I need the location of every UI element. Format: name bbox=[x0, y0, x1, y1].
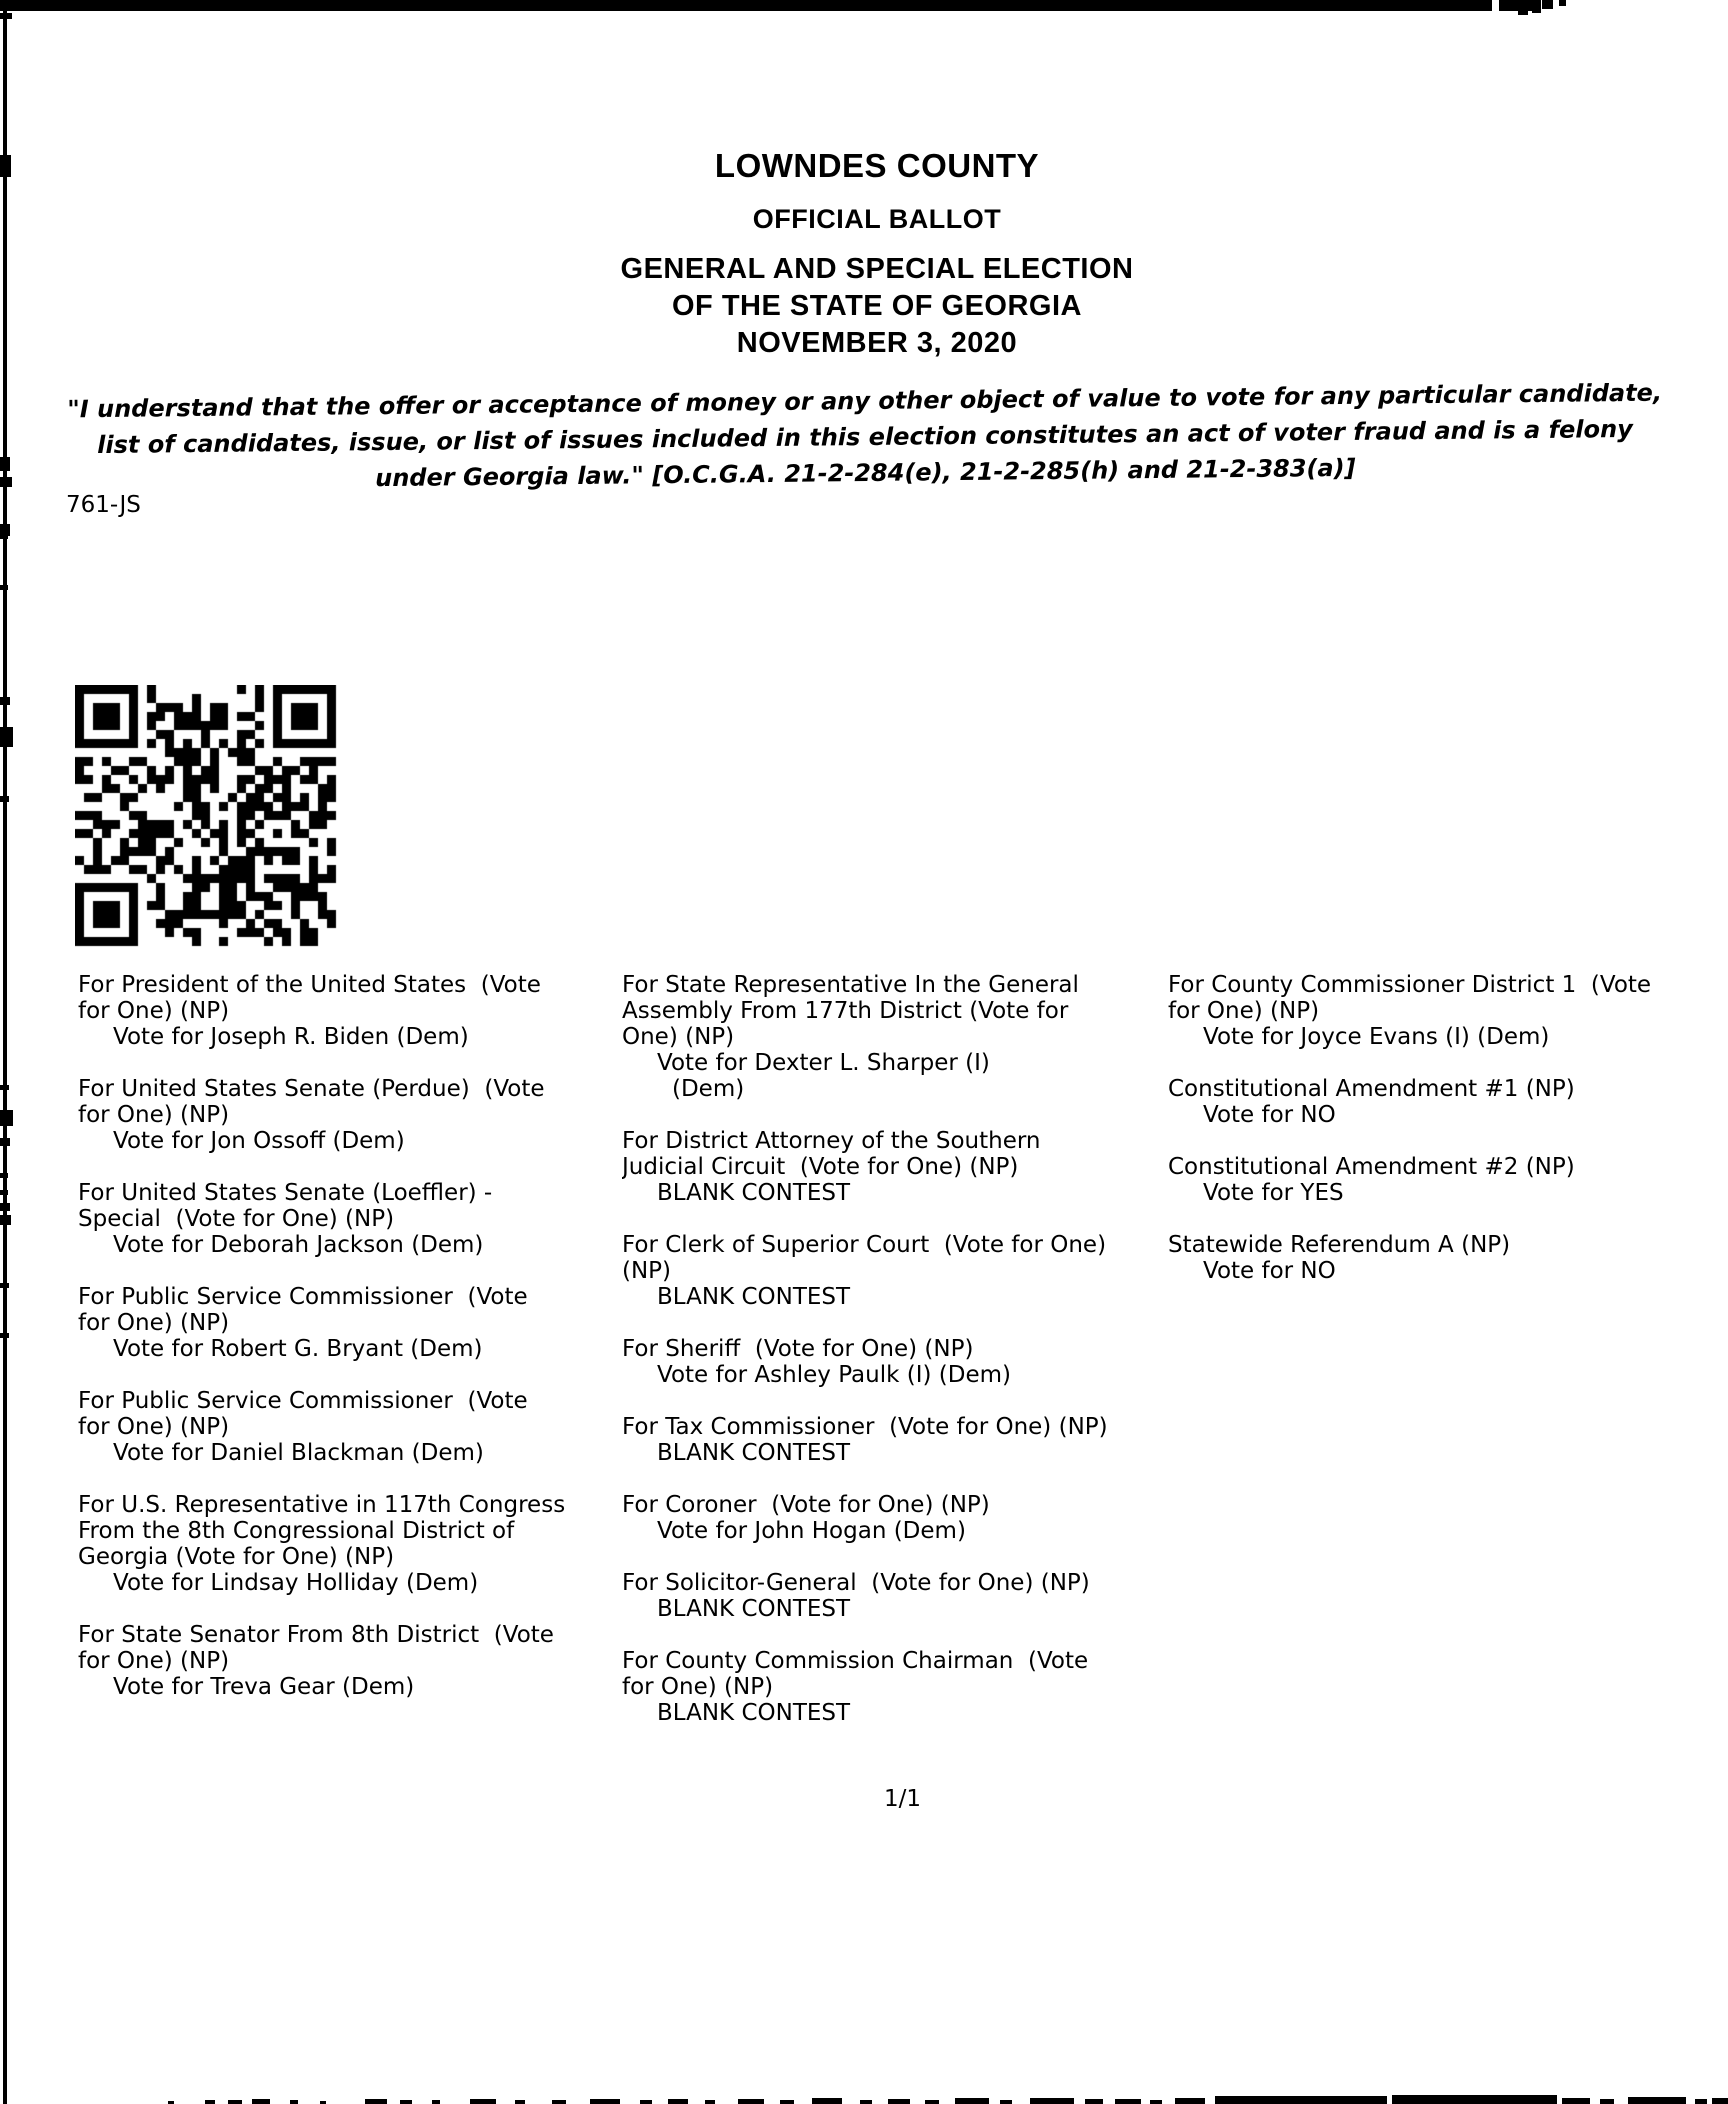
vote-line: Vote for Lindsay Holliday (Dem) bbox=[113, 1570, 479, 1596]
contest bbox=[622, 1128, 1167, 1206]
election-title-line: GENERAL AND SPECIAL ELECTION bbox=[620, 253, 1134, 285]
bottom-edge-mark bbox=[432, 2100, 440, 2104]
vote-line: BLANK CONTEST bbox=[657, 1284, 851, 1310]
top-edge-mark bbox=[1499, 0, 1535, 11]
bottom-edge-mark bbox=[515, 2100, 525, 2104]
contest-title-line: For Coroner (Vote for One) (NP) bbox=[622, 1492, 990, 1518]
contest bbox=[622, 1232, 1167, 1310]
contest-title-line: For President of the United States (Vote bbox=[78, 972, 541, 998]
bottom-edge-mark bbox=[1150, 2100, 1162, 2104]
left-edge-mark bbox=[0, 457, 10, 471]
contest-title-line: Georgia (Vote for One) (NP) bbox=[78, 1544, 395, 1570]
bottom-edge-mark bbox=[705, 2100, 715, 2104]
left-edge-mark bbox=[0, 1110, 13, 1126]
contest-title-line: for One) (NP) bbox=[78, 1648, 230, 1674]
left-edge-mark bbox=[0, 1283, 9, 1288]
contest-title-line: For Public Service Commissioner (Vote bbox=[78, 1284, 528, 1310]
contest-title-line: For County Commission Chairman (Vote bbox=[622, 1648, 1089, 1674]
election-title-line: OF THE STATE OF GEORGIA bbox=[672, 290, 1082, 322]
contest bbox=[78, 1388, 623, 1466]
contest-title-line: For Sheriff (Vote for One) (NP) bbox=[622, 1336, 974, 1362]
vote-line: Vote for Deborah Jackson (Dem) bbox=[113, 1232, 484, 1258]
vote-line: Vote for Daniel Blackman (Dem) bbox=[113, 1440, 484, 1466]
vote-line: Vote for Joyce Evans (I) (Dem) bbox=[1203, 1024, 1550, 1050]
contest-title-line: For County Commissioner District 1 (Vote bbox=[1168, 972, 1652, 998]
bottom-edge-mark bbox=[228, 2100, 242, 2104]
bottom-edge-mark bbox=[1115, 2099, 1141, 2104]
qr-code bbox=[75, 685, 337, 947]
vote-line: Vote for NO bbox=[1203, 1102, 1336, 1128]
left-edge-mark bbox=[0, 585, 8, 590]
contest-title-line: for One) (NP) bbox=[1168, 998, 1320, 1024]
bottom-edge-mark bbox=[1600, 2099, 1614, 2104]
bottom-edge-mark bbox=[668, 2099, 688, 2104]
contest-title-line: for One) (NP) bbox=[78, 998, 230, 1024]
left-edge-mark bbox=[0, 1203, 10, 1211]
vote-line: Vote for Joseph R. Biden (Dem) bbox=[113, 1024, 469, 1050]
contest-title-line: Constitutional Amendment #2 (NP) bbox=[1168, 1154, 1575, 1180]
bottom-edge-mark bbox=[812, 2098, 842, 2104]
bottom-edge-mark bbox=[1030, 2098, 1074, 2104]
bottom-edge-mark bbox=[925, 2100, 939, 2104]
ballot-style-code: 761-JS bbox=[66, 492, 141, 518]
contest-title-line: For District Attorney of the Southern bbox=[622, 1128, 1041, 1154]
bottom-edge-mark bbox=[252, 2099, 270, 2104]
bottom-edge-mark bbox=[470, 2099, 496, 2104]
contest bbox=[78, 1492, 623, 1596]
top-edge-mark bbox=[0, 0, 1492, 11]
contest bbox=[622, 972, 1167, 1102]
fraud-disclaimer-line: list of candidates, issue, or list of issues included in this election constitutes an act of voter fraud and is a felony bbox=[97, 414, 1633, 460]
contest-title-line: One) (NP) bbox=[622, 1024, 735, 1050]
bottom-edge-mark bbox=[640, 2100, 652, 2104]
left-edge-mark bbox=[0, 796, 9, 802]
left-edge-mark bbox=[0, 1085, 9, 1090]
ballot-column-2 bbox=[622, 972, 1167, 1752]
left-edge-mark bbox=[3, 8, 7, 2104]
left-edge-mark bbox=[0, 727, 13, 747]
vote-line: Vote for John Hogan (Dem) bbox=[657, 1518, 966, 1544]
vote-line: BLANK CONTEST bbox=[657, 1596, 851, 1622]
contest bbox=[78, 1622, 623, 1700]
contest bbox=[622, 1414, 1167, 1466]
contest-title-line: Statewide Referendum A (NP) bbox=[1168, 1232, 1511, 1258]
contest-title-line: for One) (NP) bbox=[78, 1102, 230, 1128]
bottom-edge-mark bbox=[780, 2100, 794, 2104]
vote-line: Vote for Ashley Paulk (I) (Dem) bbox=[657, 1362, 1011, 1388]
contest-title-line: For Clerk of Superior Court (Vote for One) bbox=[622, 1232, 1107, 1258]
vote-line: (Dem) bbox=[672, 1076, 745, 1102]
left-edge-mark bbox=[0, 1333, 9, 1338]
bottom-edge-mark bbox=[205, 2100, 215, 2104]
contest-title-line: for One) (NP) bbox=[78, 1310, 230, 1336]
bottom-edge-mark bbox=[1000, 2100, 1012, 2104]
contest-title-line: (NP) bbox=[622, 1258, 672, 1284]
contest-title-line: For United States Senate (Loeffler) - bbox=[78, 1180, 493, 1206]
contest bbox=[1168, 1076, 1728, 1128]
bottom-edge-mark bbox=[290, 2100, 298, 2104]
fraud-disclaimer-line: "I understand that the offer or acceptance of money or any other object of value to vote for any particular candidate, bbox=[67, 378, 1663, 424]
bottom-edge-mark bbox=[1175, 2098, 1205, 2104]
top-edge-mark bbox=[1559, 0, 1566, 6]
vote-line: Vote for NO bbox=[1203, 1258, 1336, 1284]
left-edge-mark bbox=[0, 697, 10, 705]
contest-title-line: For Tax Commissioner (Vote for One) (NP) bbox=[622, 1414, 1108, 1440]
contest bbox=[622, 1570, 1167, 1622]
contest-title-line: for One) (NP) bbox=[622, 1674, 774, 1700]
contest-title-line: for One) (NP) bbox=[78, 1414, 230, 1440]
fraud-disclaimer-line: under Georgia law." [O.C.G.A. 21-2-284(e), 21-2-285(h) and 21-2-383(a)] bbox=[375, 453, 1356, 493]
top-edge-mark bbox=[1532, 0, 1541, 13]
contest-title-line: For Public Service Commissioner (Vote bbox=[78, 1388, 528, 1414]
vote-line: BLANK CONTEST bbox=[657, 1440, 851, 1466]
contest bbox=[1168, 1232, 1728, 1284]
ballot-column-1 bbox=[78, 972, 623, 1726]
contest bbox=[78, 972, 623, 1050]
contest-title-line: For State Senator From 8th District (Vote bbox=[78, 1622, 554, 1648]
county-title: LOWNDES COUNTY bbox=[714, 147, 1040, 184]
left-edge-mark bbox=[0, 1138, 10, 1146]
bottom-edge-mark bbox=[1215, 2096, 1387, 2104]
contest-title-line: Judicial Circuit (Vote for One) (NP) bbox=[622, 1154, 1019, 1180]
left-edge-mark bbox=[0, 535, 8, 539]
top-edge-mark bbox=[1542, 0, 1553, 9]
bottom-edge-mark bbox=[1562, 2098, 1590, 2104]
vote-line: Vote for YES bbox=[1203, 1180, 1344, 1206]
page-number: 1/1 bbox=[884, 1786, 922, 1812]
left-edge-mark bbox=[0, 155, 11, 177]
bottom-edge-mark bbox=[955, 2098, 989, 2104]
top-edge-mark bbox=[1518, 0, 1528, 15]
contest bbox=[78, 1284, 623, 1362]
official-ballot-title: OFFICIAL BALLOT bbox=[752, 204, 1002, 234]
left-edge-mark bbox=[0, 1215, 11, 1225]
left-edge-mark bbox=[0, 1173, 8, 1178]
vote-line: Vote for Jon Ossoff (Dem) bbox=[113, 1128, 405, 1154]
contest bbox=[622, 1336, 1167, 1388]
contest-title-line: For U.S. Representative in 117th Congress bbox=[78, 1492, 566, 1518]
contest-title-line: For United States Senate (Perdue) (Vote bbox=[78, 1076, 545, 1102]
bottom-edge-mark bbox=[1392, 2095, 1557, 2104]
bottom-edge-mark bbox=[1695, 2099, 1707, 2104]
bottom-edge-mark bbox=[552, 2100, 566, 2104]
bottom-edge-mark bbox=[590, 2099, 620, 2104]
contest-title-line: From the 8th Congressional District of bbox=[78, 1518, 515, 1544]
contest bbox=[78, 1180, 623, 1258]
bottom-edge-mark bbox=[888, 2099, 910, 2104]
bottom-edge-mark bbox=[1085, 2099, 1103, 2104]
ballot-header bbox=[24, 146, 1728, 362]
ballot-column-3 bbox=[1168, 972, 1728, 1310]
fraud-disclaimer bbox=[39, 374, 1690, 499]
left-edge-mark bbox=[0, 1190, 8, 1195]
contest bbox=[78, 1076, 623, 1154]
vote-line: BLANK CONTEST bbox=[657, 1180, 851, 1206]
bottom-edge-mark bbox=[365, 2099, 387, 2104]
contest bbox=[1168, 1154, 1728, 1206]
left-edge-mark bbox=[0, 477, 12, 487]
bottom-edge-mark bbox=[1712, 2098, 1728, 2104]
contest-title-line: For State Representative In the General bbox=[622, 972, 1079, 998]
vote-line: Vote for Treva Gear (Dem) bbox=[113, 1674, 415, 1700]
contest bbox=[622, 1492, 1167, 1544]
contest-title-line: For Solicitor-General (Vote for One) (NP) bbox=[622, 1570, 1090, 1596]
contest bbox=[622, 1648, 1167, 1726]
bottom-edge-mark bbox=[1628, 2097, 1686, 2104]
vote-line: Vote for Dexter L. Sharper (I) bbox=[657, 1050, 990, 1076]
election-title-line: NOVEMBER 3, 2020 bbox=[736, 327, 1018, 359]
vote-line: Vote for Robert G. Bryant (Dem) bbox=[113, 1336, 483, 1362]
contest-title-line: Assembly From 177th District (Vote for bbox=[622, 998, 1069, 1024]
election-title bbox=[24, 251, 1728, 362]
contest-title-line: Constitutional Amendment #1 (NP) bbox=[1168, 1076, 1575, 1102]
bottom-edge-mark bbox=[860, 2100, 872, 2104]
contest bbox=[1168, 972, 1728, 1050]
vote-line: BLANK CONTEST bbox=[657, 1700, 851, 1726]
bottom-edge-mark bbox=[400, 2100, 412, 2104]
bottom-edge-mark bbox=[738, 2099, 764, 2104]
contest-title-line: Special (Vote for One) (NP) bbox=[78, 1206, 395, 1232]
left-edge-mark bbox=[0, 13, 12, 19]
